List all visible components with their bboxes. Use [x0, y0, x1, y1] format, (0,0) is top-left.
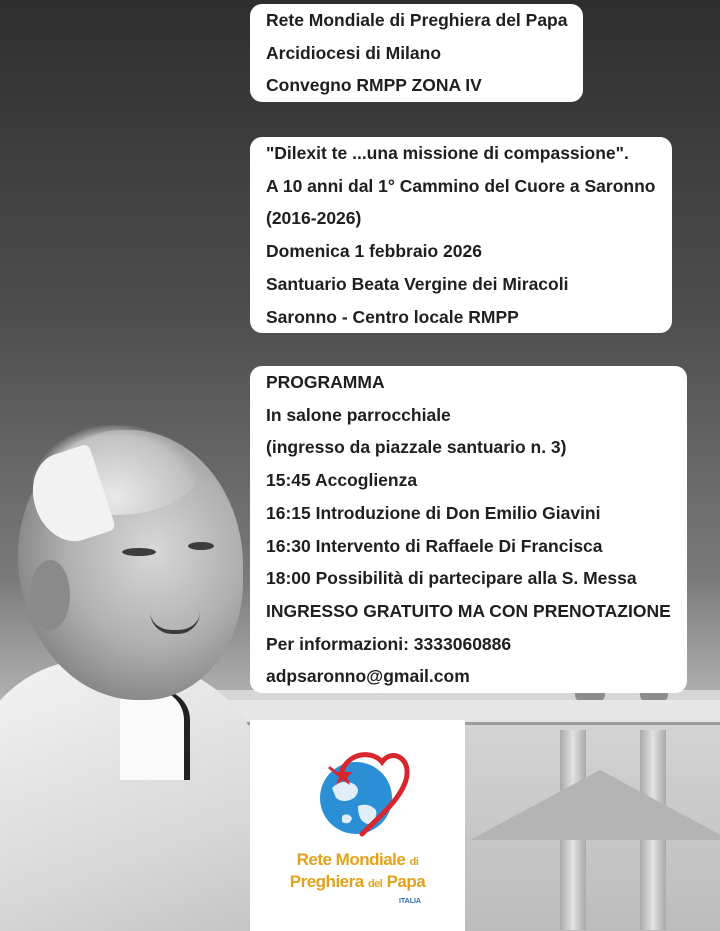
program-entrance: (ingresso da piazzale santuario n. 3)	[266, 437, 567, 458]
program-place: In salone parrocchiale	[266, 404, 451, 425]
logo-word: Preghiera	[289, 872, 364, 891]
event-date: Domenica 1 febbraio 2026	[266, 241, 482, 262]
logo-wordmark	[250, 850, 465, 894]
event-text-bubble	[250, 137, 672, 333]
diocese: Arcidiocesi di Milano	[266, 42, 442, 63]
convention-title: Convegno RMPP ZONA IV	[266, 75, 482, 96]
globe-heart-logo-icon	[312, 748, 412, 843]
logo-word: di	[409, 856, 419, 868]
program-item: 18:00 Possibilità di partecipare alla S. Messa	[266, 568, 637, 589]
org-name: Rete Mondiale di Preghiera del Papa	[266, 10, 568, 30]
eye	[122, 548, 156, 556]
event-years: (2016-2026)	[266, 208, 362, 229]
program-heading: PROGRAMMA	[266, 372, 385, 392]
contact-phone: Per informazioni: 3333060886	[266, 633, 512, 654]
contact-email: adpsaronno@gmail.com	[266, 666, 470, 687]
event-location: Saronno - Centro locale RMPP	[266, 306, 519, 327]
facade-pediment	[470, 770, 720, 840]
program-item: 16:30 Intervento di Raffaele Di Francisca	[266, 535, 603, 556]
rmpp-logo-card	[250, 720, 465, 931]
logo-country: ITALIA	[398, 898, 421, 905]
ear	[30, 560, 70, 630]
clerical-collar	[120, 690, 190, 780]
event-anniversary: A 10 anni dal 1° Cammino del Cuore a Saronno	[266, 175, 656, 196]
header-text-bubble	[250, 4, 583, 102]
logo-word: Rete Mondiale	[296, 850, 406, 869]
program-item: 16:15 Introduzione di Don Emilio Giavini	[266, 502, 601, 523]
program-item: 15:45 Accoglienza	[266, 470, 418, 491]
logo-word: del	[367, 878, 383, 890]
logo-word: Papa	[386, 872, 426, 891]
program-text-bubble	[250, 366, 687, 693]
event-theme: "Dilexit te ...una missione di compassione".	[266, 143, 629, 163]
event-venue: Santuario Beata Vergine dei Miracoli	[266, 273, 569, 294]
eye	[188, 542, 214, 550]
free-entry-notice: INGRESSO GRATUITO MA CON PRENOTAZIONE	[266, 600, 671, 621]
